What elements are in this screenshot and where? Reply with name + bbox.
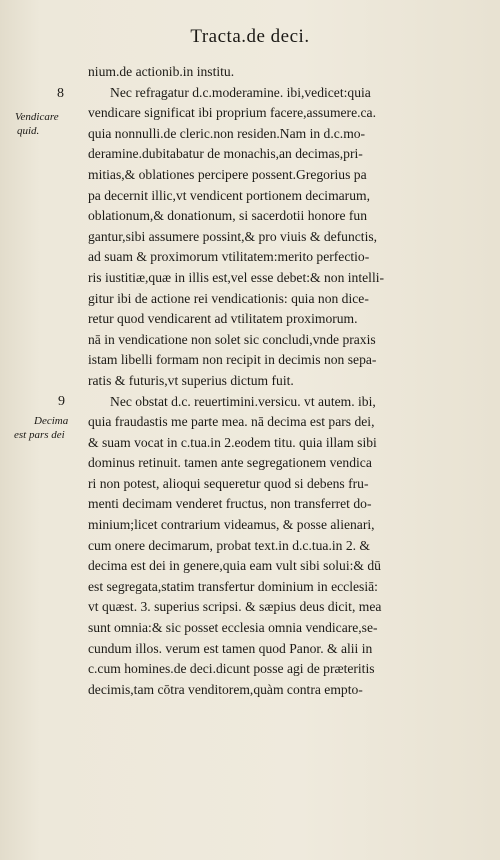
text-line: & suam vocat in c.tua.in 2.eodem titu. quia illam sibi — [88, 434, 377, 450]
text-line: cum onere decimarum, probat text.in d.c.tua.in 2. & — [88, 537, 370, 553]
main-text-column — [88, 62, 484, 700]
text-line: gitur ibi de actione rei vendicationis: quia non dice- — [88, 290, 369, 306]
margin-number-9: 9 — [58, 394, 65, 409]
margin-note-line: Vendicare — [15, 111, 59, 123]
margin-note-line: quid. — [17, 125, 40, 137]
text-line: Nec refragatur d.c.moderamine. ibi,vedicet:quia — [110, 84, 371, 100]
text-line: mitias,& oblationes percipere possent.Gregorius pa — [88, 166, 367, 182]
text-line: ris iustitiæ,quæ in illis est,vel esse debet:& non intelli- — [88, 269, 385, 285]
text-line: deramine.dubitabatur de monachis,an decimas,pri- — [88, 146, 363, 162]
running-title: Tracta.de deci. — [190, 26, 310, 47]
text-line: dominus retinuit. tamen ante segregationem vendica — [88, 455, 372, 471]
margin-number-8: 8 — [57, 86, 64, 101]
text-line: est segregata,statim transfertur dominium in ecclesiā: — [88, 578, 378, 594]
text-line: c.cum homines.de deci.dicunt posse agi de præteritis — [88, 661, 375, 677]
text-line: decima est dei in genere,quia eam vult sibi solui:& dū — [88, 558, 381, 574]
text-line: pa decernit illic,vt vendicent portionem decimarum, — [88, 187, 370, 203]
text-line: decimis,tam cōtra venditorem,quàm contra empto- — [88, 681, 363, 697]
margin-note-vendicare — [15, 110, 59, 138]
margin-note-decima — [14, 414, 68, 442]
text-line: Nec obstat d.c. reuertimini.versicu. vt autem. ibi, — [110, 393, 376, 409]
text-line: quia fraudastis me parte mea. nā decima est pars dei, — [88, 414, 375, 430]
text-line: minium;licet contrarium videamus, & posse alienari, — [88, 517, 375, 533]
text-line: quia nonnulli.de cleric.non residen.Nam in d.c.mo- — [88, 125, 366, 141]
text-line: ri non potest, alioqui sequeretur quod si debens fru- — [88, 475, 369, 491]
text-line: vendicare significat ibi proprium facere,assumere.ca. — [88, 105, 376, 121]
text-line: oblationum,& donationum, si sacerdotii honore fun — [88, 208, 368, 224]
text-line: ad suam & proximorum vtilitatem:merito perfectio- — [88, 249, 370, 265]
text-line: cundum illos. verum est tamen quod Panor. & alii in — [88, 640, 373, 656]
text-line: sunt omnia:& sic posset ecclesia omnia vendicare,se- — [88, 620, 378, 636]
text-line: ratis & futuris,vt superius dictum fuit. — [88, 372, 294, 388]
text-line: nā in vendicatione non solet sic concludi,vnde praxis — [88, 331, 376, 347]
text-line: vt quæst. 3. superius scripsi. & sæpius deus dicit, mea — [88, 599, 382, 615]
text-line: istam libelli formam non recipit in decimis non sepa- — [88, 352, 377, 368]
margin-note-line: Decima — [34, 415, 69, 427]
text-line: nium.de actionib.in institu. — [88, 64, 235, 79]
text-line: gantur,sibi assumere possint,& pro viuis & defunctis, — [88, 228, 378, 244]
text-line: retur quod vendicarent ad vtilitatem proximorum. — [88, 311, 358, 327]
margin-note-line: est pars dei — [14, 429, 65, 441]
text-line: menti decimam venderet fructus, non transferret do- — [88, 496, 372, 512]
